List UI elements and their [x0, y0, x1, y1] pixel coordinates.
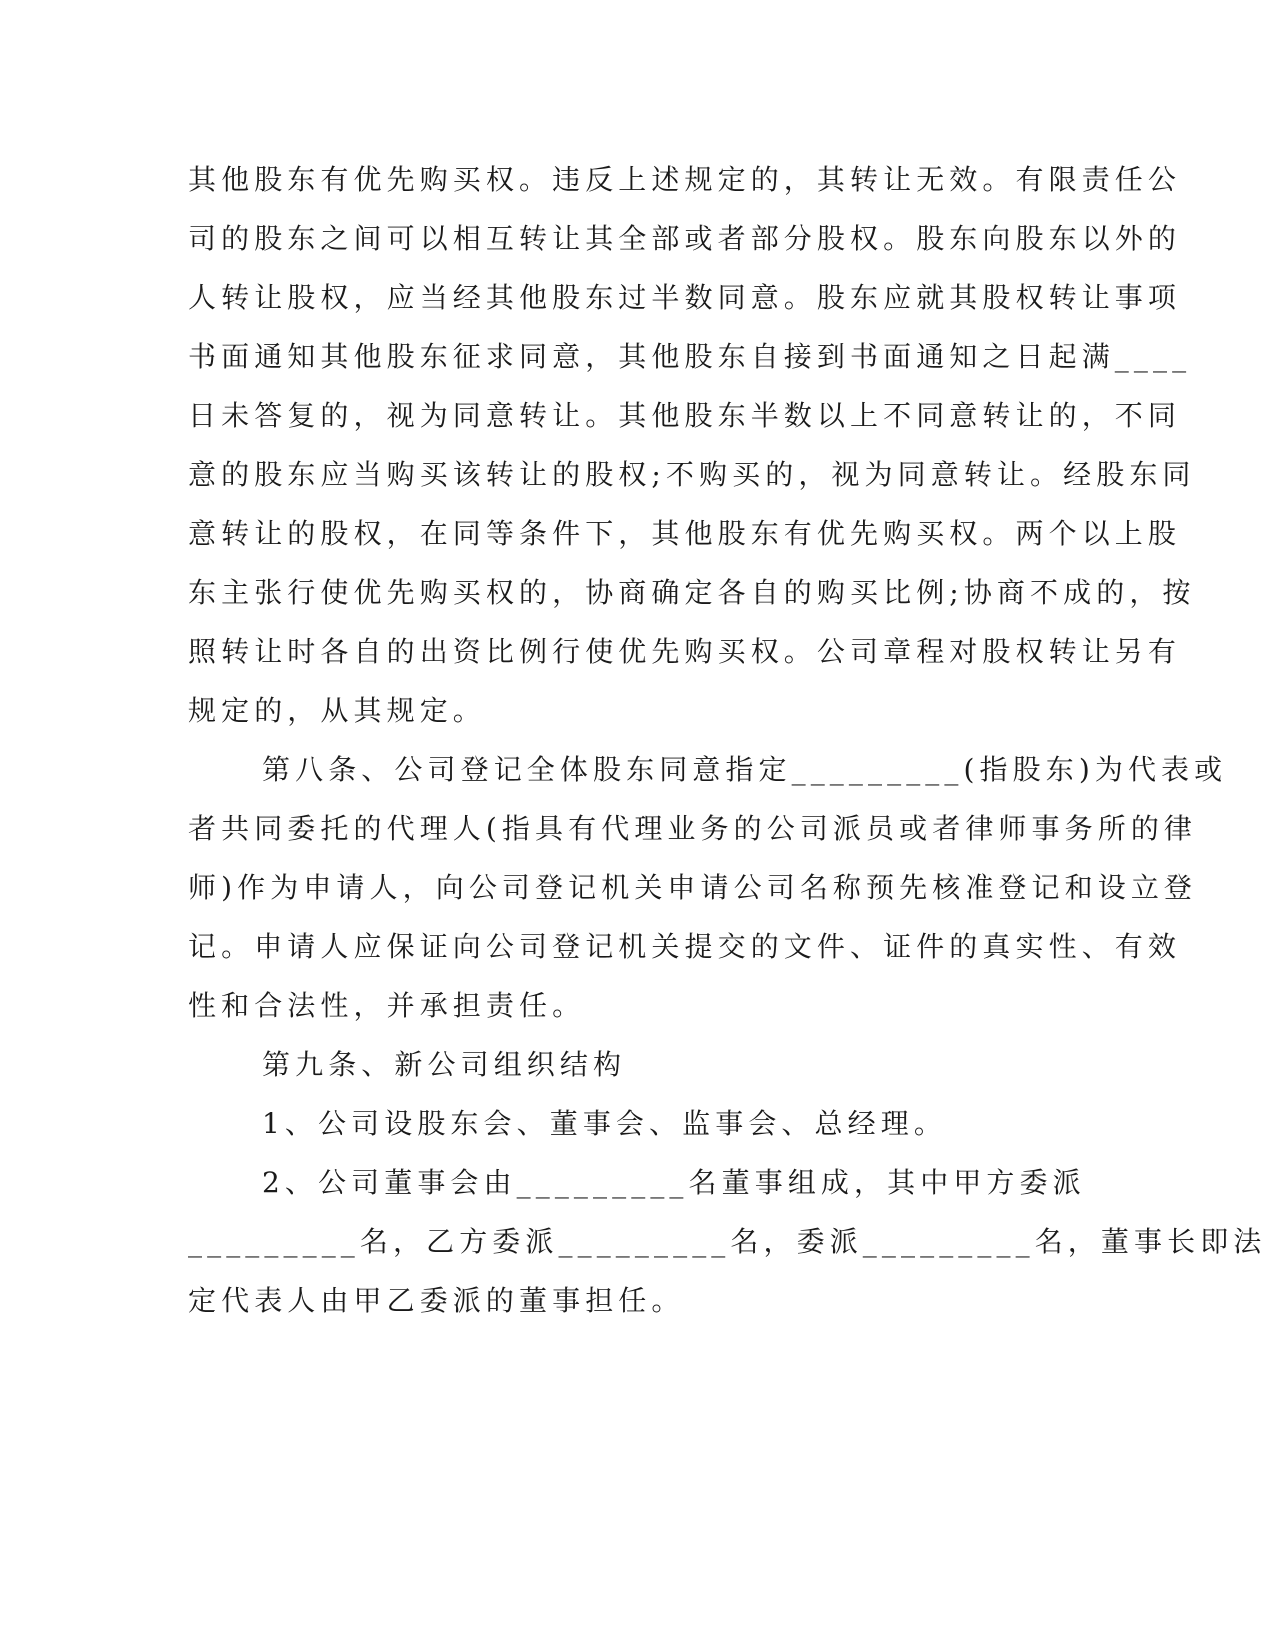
text-line-5: 日未答复的，视为同意转让。其他股东半数以上不同意转让的，不同 — [188, 399, 1182, 432]
item-2-line: 2、公司董事会由_________名董事组成，其中甲方委派 — [262, 1166, 1086, 1199]
text-line-19: _________名，乙方委派_________名，委派_________名，董事长即法 — [188, 1225, 1267, 1258]
text-line-13: 师)作为申请人，向公司登记机关申请公司名称预先核准登记和设立登 — [188, 871, 1198, 904]
text-line-20: 定代表人由甲乙委派的董事担任。 — [188, 1284, 685, 1317]
text-line-6: 意的股东应当购买该转让的股权;不购买的，视为同意转让。经股东同 — [188, 458, 1196, 491]
text-line-12: 者共同委托的代理人(指具有代理业务的公司派员或者律师事务所的律 — [188, 812, 1198, 845]
article-8-heading-line: 第八条、公司登记全体股东同意指定_________(指股东)为代表或 — [262, 753, 1228, 786]
text-line-14: 记。申请人应保证向公司登记机关提交的文件、证件的真实性、有效 — [188, 930, 1182, 963]
text-line-2: 司的股东之间可以相互转让其全部或者部分股权。股东向股东以外的 — [188, 222, 1182, 255]
text-line-9: 照转让时各自的出资比例行使优先购买权。公司章程对股权转让另有 — [188, 635, 1182, 668]
text-line-4: 书面通知其他股东征求同意，其他股东自接到书面通知之日起满____ — [188, 340, 1192, 373]
article-9-heading: 第九条、新公司组织结构 — [262, 1048, 627, 1081]
text-line-1: 其他股东有优先购买权。违反上述规定的，其转让无效。有限责任公 — [188, 163, 1182, 196]
text-line-3: 人转让股权，应当经其他股东过半数同意。股东应就其股权转让事项 — [188, 281, 1182, 314]
text-line-7: 意转让的股权，在同等条件下，其他股东有优先购买权。两个以上股 — [188, 517, 1182, 550]
text-line-10: 规定的，从其规定。 — [188, 694, 486, 727]
text-line-15: 性和合法性，并承担责任。 — [188, 989, 586, 1022]
text-line-8: 东主张行使优先购买权的，协商确定各自的购买比例;协商不成的，按 — [188, 576, 1196, 609]
item-1-line: 1、公司设股东会、董事会、监事会、总经理。 — [262, 1107, 947, 1140]
